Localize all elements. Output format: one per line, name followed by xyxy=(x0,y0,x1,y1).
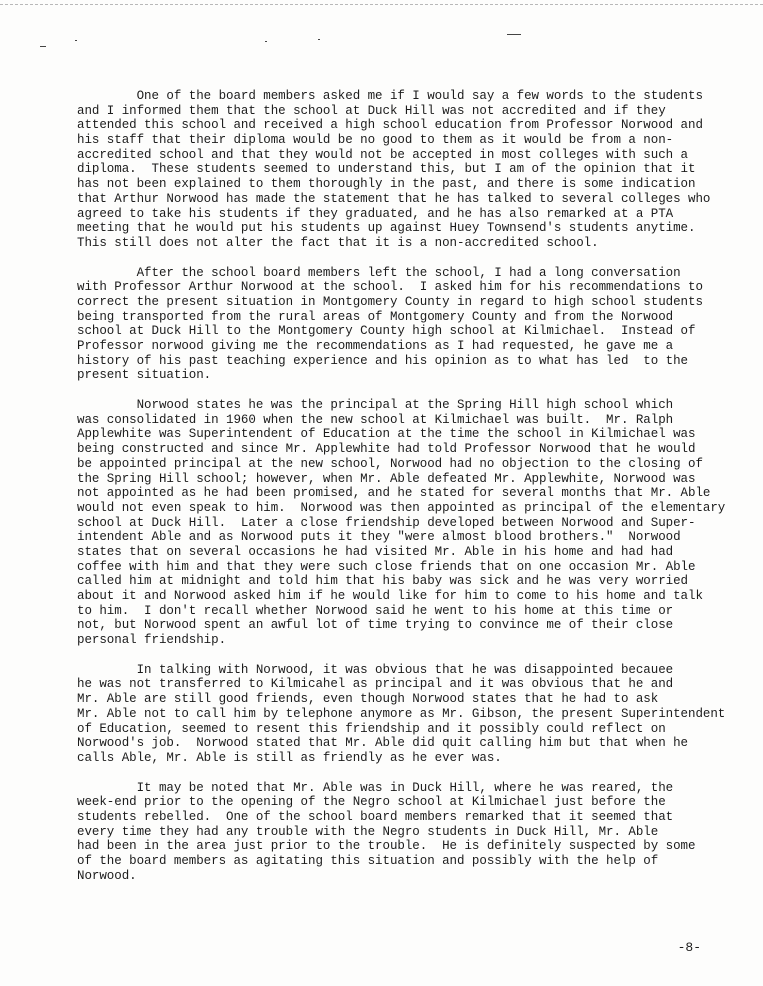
text-line: school at Duck Hill. Later a close friendship developed between Norwood and Super- xyxy=(77,515,696,530)
text-line: has not been explained to them thoroughly in the past, and there is some indication xyxy=(77,177,696,192)
paragraph xyxy=(77,266,737,384)
text-line: week-end prior to the opening of the Negro school at Kilmichael just before the xyxy=(77,795,666,810)
text-line: intendent Able and as Norwood puts it they "were almost blood brothers." Norwood xyxy=(77,530,681,545)
text-line: Mr. Able are still good friends, even though Norwood states that he had to ask xyxy=(77,692,659,707)
text-line: he was not transferred to Kilmicahel as principal and it was obvious that he and xyxy=(77,677,674,692)
text-line: with Professor Arthur Norwood at the school. I asked him for his recommendations to xyxy=(77,280,703,295)
text-line: to him. I don't recall whether Norwood said he went to his home at this time or xyxy=(77,603,674,618)
text-line: of the board members as agitating this situation and possibly with the help of xyxy=(77,854,659,868)
text-line: In talking with Norwood, it was obvious that he was disappointed becauee xyxy=(77,662,674,677)
text-line: It may be noted that Mr. Able was in Duck Hill, where he was reared, the xyxy=(77,780,674,795)
top-perforation-line xyxy=(0,4,763,5)
text-line: Applewhite was Superintendent of Education at the time the school in Kilmichael was xyxy=(77,427,696,442)
paragraph xyxy=(77,89,737,251)
text-line: states that on several occasions he had visited Mr. Able in his home and had had xyxy=(77,544,674,559)
text-line: history of his past teaching experience and his opinion as to what has led to the xyxy=(77,353,689,368)
paragraph xyxy=(77,663,737,766)
text-line: about it and Norwood asked him if he would like for him to come to his home and talk xyxy=(77,589,703,603)
text-line: being transported from the rural areas of Montgomery County and from the Norwood xyxy=(77,309,674,324)
scan-mark xyxy=(507,34,521,35)
text-line: had been in the area just prior to the trouble. He is definitely suspected by some xyxy=(77,839,696,854)
text-line: the Spring Hill school; however, when Mr. Able defeated Mr. Applewhite, Norwood was xyxy=(77,471,696,486)
text-line: of Education, seemed to resent this friendship and it possibly could reflect on xyxy=(77,721,666,736)
paragraph xyxy=(77,781,737,884)
scan-mark xyxy=(75,40,77,41)
text-line: personal friendship. xyxy=(77,633,227,648)
text-line: called him at midnight and told him that his baby was sick and he was very worried xyxy=(77,574,689,589)
text-line: present situation. xyxy=(77,368,212,383)
text-line: After the school board members left the school, I had a long conversation xyxy=(77,265,681,280)
text-line: be appointed principal at the new school, Norwood had no objection to the closing of xyxy=(77,456,703,471)
text-line: school at Duck Hill to the Montgomery County high school at Kilmichael. Instead of xyxy=(77,324,696,339)
text-line: not appointed as he had been promised, and he stated for several months that Mr. Able xyxy=(77,486,711,501)
scan-mark xyxy=(318,39,320,40)
text-line: coffee with him and that they were such close friends that on one occasion Mr. Able xyxy=(77,559,696,574)
page-number: -8- xyxy=(677,940,701,955)
text-line: attended this school and received a high school education from Professor Norwood and xyxy=(77,118,703,133)
text-line: was consolidated in 1960 when the new school at Kilmichael was built. Mr. Ralph xyxy=(77,412,674,427)
paragraph xyxy=(77,398,737,648)
text-line: that Arthur Norwood has made the statement that he has talked to several colleges who xyxy=(77,191,711,206)
scan-mark xyxy=(40,46,46,47)
text-line: Mr. Able not to call him by telephone anymore as Mr. Gibson, the present Superintendent xyxy=(77,706,726,721)
text-line: This still does not alter the fact that it is a non-accredited school. xyxy=(77,235,599,250)
text-line: Norwood. xyxy=(77,868,137,883)
text-line: every time they had any trouble with the Negro students in Duck Hill, Mr. Able xyxy=(77,824,659,839)
document-body xyxy=(77,89,737,898)
text-line: calls Able, Mr. Able is still as friendly as he ever was. xyxy=(77,750,502,765)
text-line: would not even speak to him. Norwood was then appointed as principal of the elementary xyxy=(77,500,726,515)
text-line: diploma. These students seemed to understand this, but I am of the opinion that it xyxy=(77,162,696,177)
scan-mark xyxy=(265,41,267,42)
text-line: meeting that he would put his students up against Huey Townsend's students anytime. xyxy=(77,221,696,236)
text-line: being constructed and since Mr. Applewhite had told Professor Norwood that he would xyxy=(77,442,696,457)
text-line: Norwood's job. Norwood stated that Mr. Able did quit calling him but that when he xyxy=(77,736,689,751)
text-line: Professor norwood giving me the recommendations as I had requested, he gave me a xyxy=(77,339,674,353)
text-line: students rebelled. One of the school board members remarked that it seemed that xyxy=(77,809,674,824)
text-line: correct the present situation in Montgomery County in regard to high school students xyxy=(77,294,703,309)
text-line: Norwood states he was the principal at the Spring Hill high school which xyxy=(77,398,674,413)
text-line: One of the board members asked me if I would say a few words to the students xyxy=(77,89,703,103)
text-line: not, but Norwood spent an awful lot of time trying to convince me of their close xyxy=(77,618,674,633)
text-line: agreed to take his students if they graduated, and he has also remarked at a PTA xyxy=(77,206,674,221)
text-line: his staff that their diploma would be no good to them as it would be from a non- xyxy=(77,133,674,148)
text-line: and I informed them that the school at Duck Hill was not accredited and if they xyxy=(77,103,666,118)
text-line: accredited school and that they would not be accepted in most colleges with such a xyxy=(77,147,689,162)
